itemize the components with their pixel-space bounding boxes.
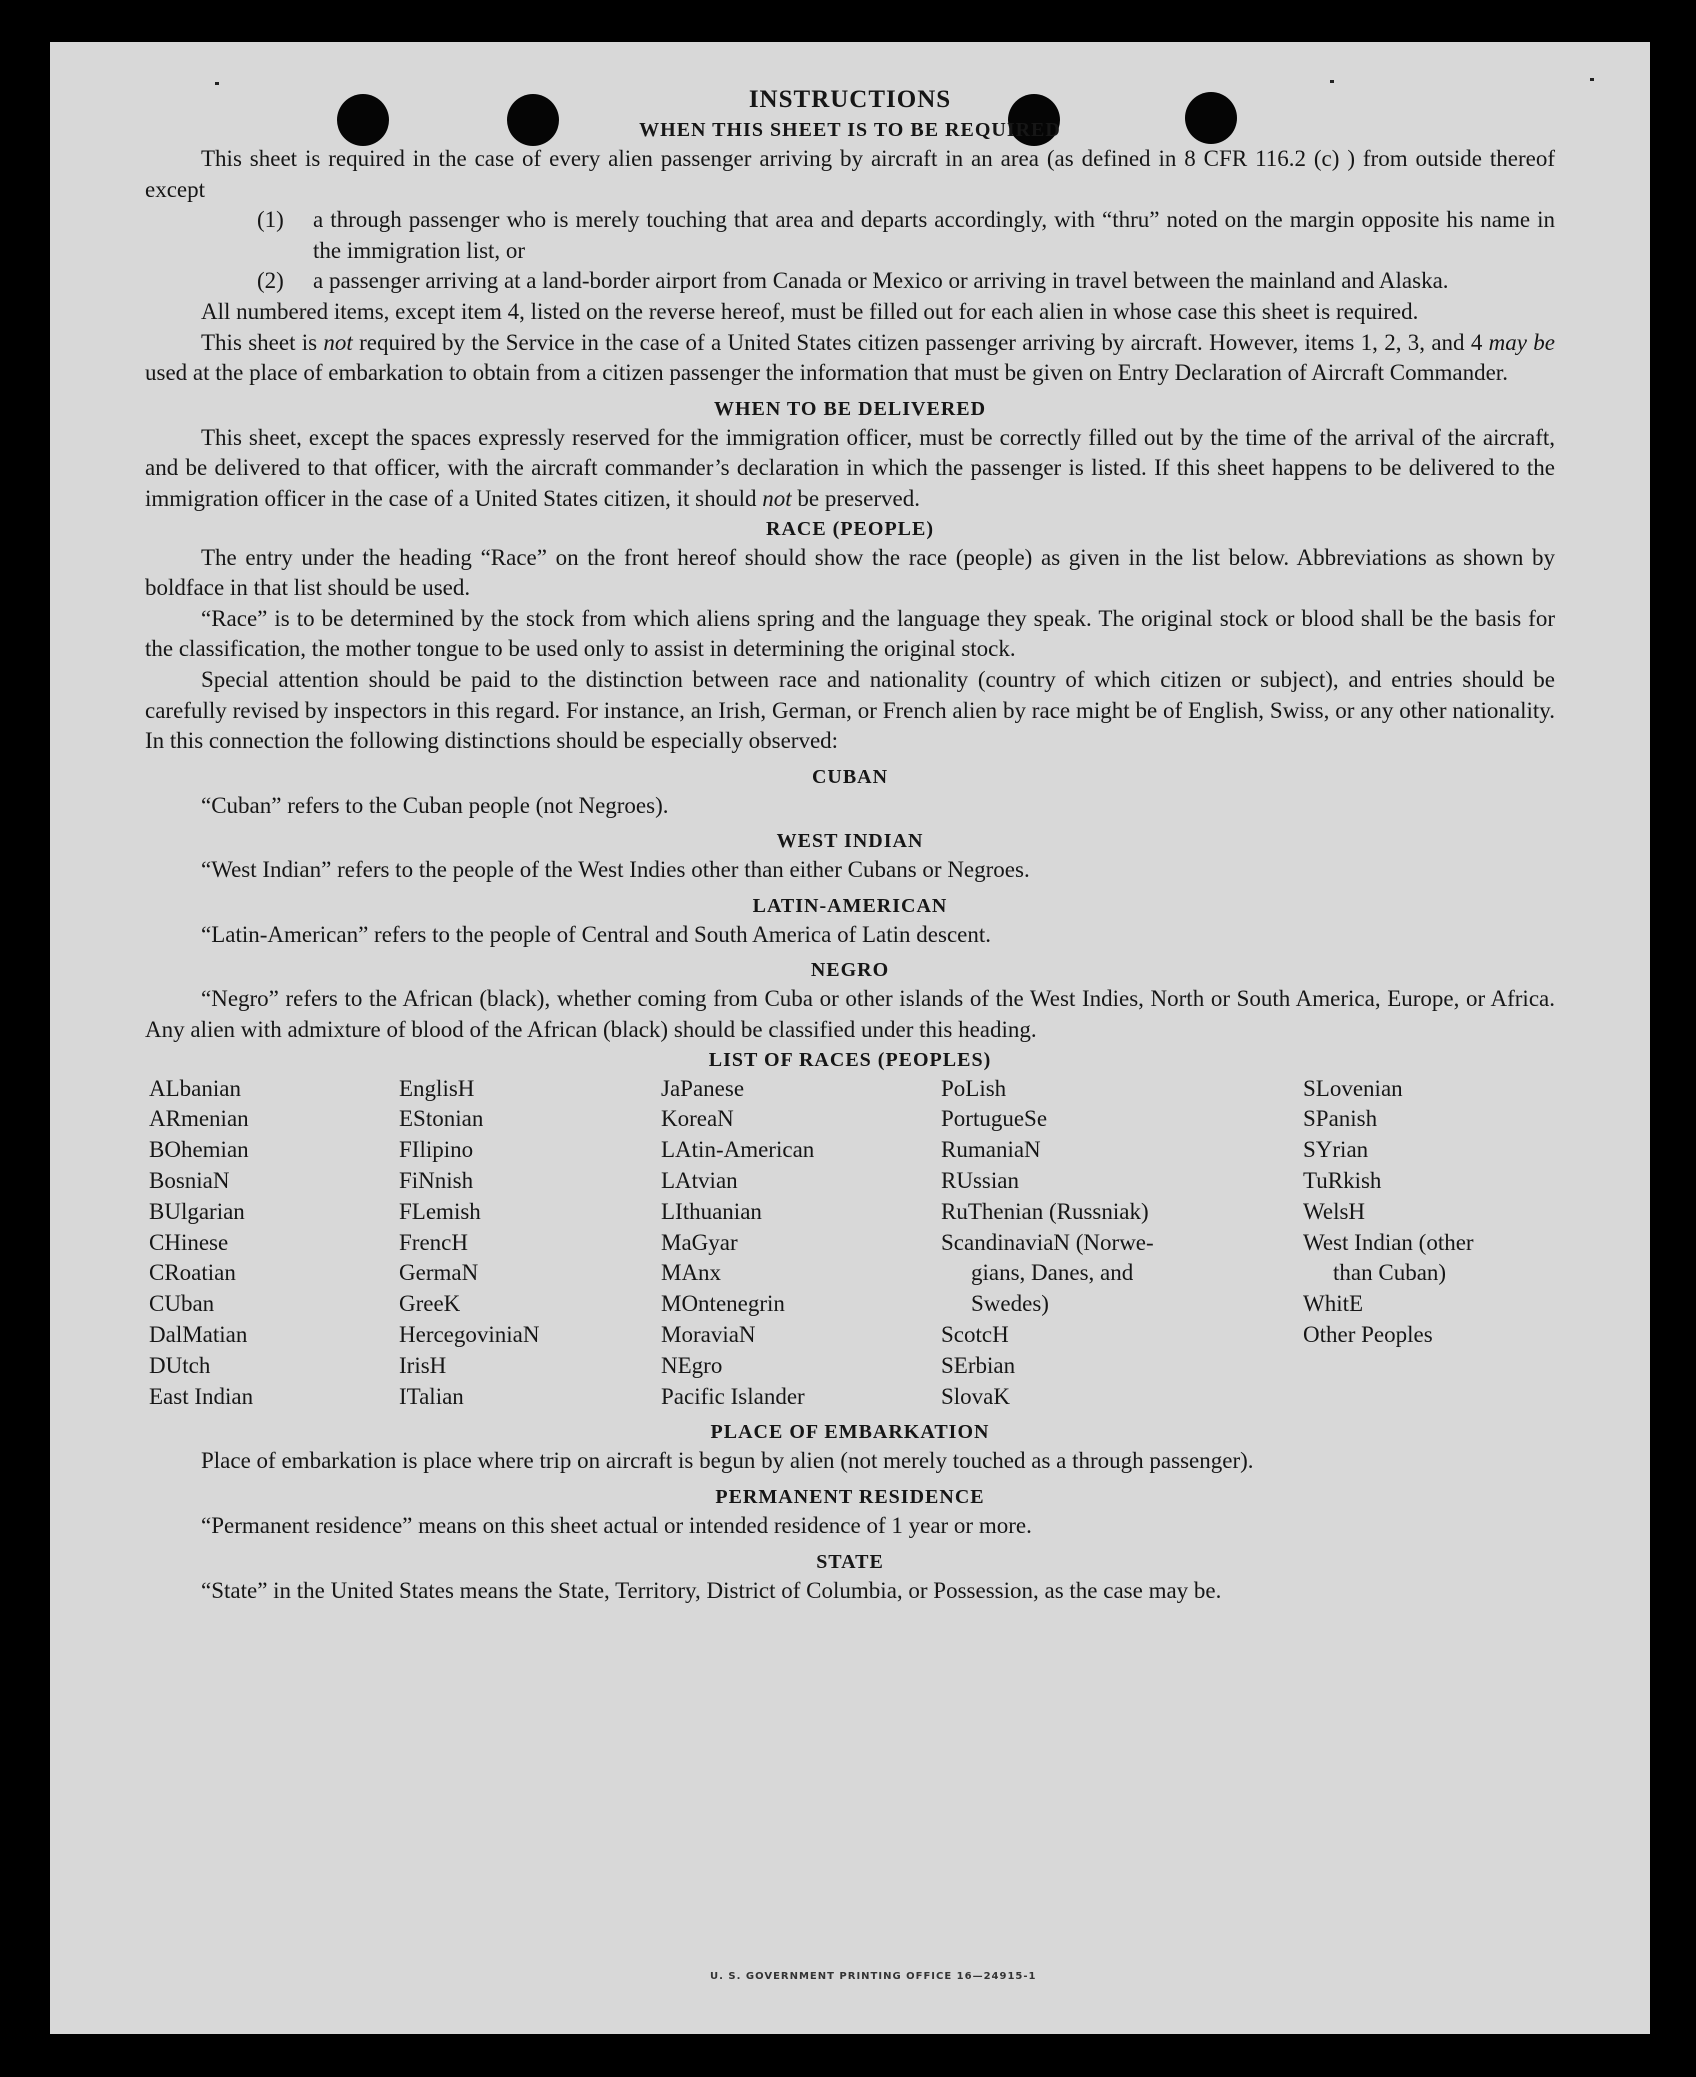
race-entry: LAtin-American <box>661 1137 815 1163</box>
race-entry: MaGyar <box>661 1229 738 1255</box>
race-entry: BOhemian <box>149 1137 249 1163</box>
race-entry: SYrian <box>1303 1137 1369 1163</box>
race-entry: LAtvian <box>661 1168 738 1194</box>
section-heading: WEST INDIAN <box>776 830 924 853</box>
item-number: (1) <box>257 207 284 233</box>
races-column <box>661 1074 941 1413</box>
paragraph: The entry under the heading “Race” on the front hereof should show the race (people) as given in the list below. Abbreviations as shown by boldface in that list should be used. <box>145 544 1555 601</box>
section-heading: RACE (PEOPLE) <box>766 517 934 540</box>
paragraph: “West Indian” refers to the people of the West Indies other than either Cubans or Negroes. <box>201 857 1030 883</box>
race-entry: MoraviaN <box>661 1322 756 1348</box>
race-entry: GermaN <box>399 1260 479 1286</box>
race-entry: MAnx <box>661 1260 722 1286</box>
race-entry: LIthuanian <box>661 1198 762 1224</box>
race-entry: RUssian <box>941 1168 1019 1194</box>
races-list <box>149 1074 1555 1413</box>
race-entry: Pacific Islander <box>661 1383 805 1409</box>
race-entry: KoreaN <box>661 1106 734 1132</box>
race-entry: Other Peoples <box>1303 1322 1433 1348</box>
race-entry: DalMatian <box>149 1322 248 1348</box>
race-entry: SLovenian <box>1303 1075 1403 1101</box>
race-entry: gians, Danes, and <box>971 1260 1134 1286</box>
race-entry: ScandinaviaN (Norwe- <box>941 1229 1154 1255</box>
race-entry: EStonian <box>399 1106 484 1132</box>
item-number: (2) <box>257 268 284 294</box>
speck <box>1590 78 1594 81</box>
printer-imprint: U. S. GOVERNMENT PRINTING OFFICE 16—24915-1 <box>710 1971 1037 1982</box>
race-entry: RuThenian (Russniak) <box>941 1198 1149 1224</box>
list-item <box>257 205 1555 266</box>
races-column <box>1303 1074 1553 1413</box>
race-entry: GreeK <box>399 1291 461 1317</box>
paragraph: All numbered items, except item 4, listed on the reverse hereof, must be filled out for each alien in whose case this sheet is required. <box>201 298 1419 324</box>
section-heading: PERMANENT RESIDENCE <box>715 1486 985 1509</box>
section-heading: WHEN THIS SHEET IS TO BE REQUIRED <box>639 119 1061 141</box>
paragraph: “Permanent residence” means on this sheet actual or intended residence of 1 year or more. <box>201 1513 1032 1539</box>
race-entry: PortugueSe <box>941 1106 1048 1132</box>
race-entry: NEgro <box>661 1352 723 1378</box>
race-entry: SErbian <box>941 1352 1016 1378</box>
page-title: INSTRUCTIONS <box>748 86 952 113</box>
section-heading: LIST OF RACES (PEOPLES) <box>708 1048 992 1071</box>
race-entry: ScotcH <box>941 1322 1009 1348</box>
document-page <box>50 42 1650 2034</box>
race-entry: Swedes) <box>971 1291 1049 1317</box>
races-column <box>941 1074 1303 1413</box>
paragraph: This sheet is not required by the Service in the case of a United States citizen passenger arriving by aircraft. However, items 1, 2, 3, and 4 may be used at the place of embarkation to obtain from a citizen passenger the information that must be given on Entry Declaration of Aircraft Commander. <box>145 329 1556 386</box>
paragraph: Place of embarkation is place where trip on aircraft is begun by alien (not merely touched as a through passenger). <box>201 1448 1254 1474</box>
item-text: a passenger arriving at a land-border airport from Canada or Mexico or arriving in travel between the mainland and Alaska. <box>313 268 1449 294</box>
paragraph: This sheet is required in the case of every alien passenger arriving by aircraft in an area (as defined in 8 CFR 116.2 (c) ) from outside thereof except <box>145 146 1555 202</box>
paragraph: Special attention should be paid to the distinction between race and nationality (country of which citizen or subject), and entries should be carefully revised by inspectors in this regard. For instance, an Irish, German, or French alien by race might be of English, Swiss, or any other nationality. In this connection the following distinctions should be especially observed: <box>145 666 1555 754</box>
races-column <box>399 1074 661 1413</box>
race-entry: West Indian (other <box>1303 1229 1474 1255</box>
section-heading: STATE <box>816 1550 884 1573</box>
race-entry: East Indian <box>149 1383 254 1409</box>
race-entry: FIlipino <box>399 1137 474 1163</box>
race-entry: RumaniaN <box>941 1137 1041 1163</box>
races-column <box>149 1074 399 1413</box>
race-entry: EnglisH <box>399 1075 475 1101</box>
race-entry: FLemish <box>399 1198 481 1224</box>
paragraph: “Race” is to be determined by the stock from which aliens spring and the language they speak. The original stock or blood shall be the basis for the classification, the mother tongue to be used only to assist in determining the original stock. <box>145 605 1555 662</box>
race-entry: WelsH <box>1303 1198 1366 1224</box>
race-entry: DUtch <box>149 1352 211 1378</box>
section-heading: WHEN TO BE DELIVERED <box>713 397 987 420</box>
race-entry: ARmenian <box>149 1106 249 1132</box>
race-entry: ITalian <box>399 1383 464 1409</box>
race-entry: ALbanian <box>149 1075 241 1101</box>
speck <box>1330 80 1334 83</box>
race-entry: HercegoviniaN <box>399 1322 540 1348</box>
paragraph: “Latin-American” refers to the people of Central and South America of Latin descent. <box>201 921 991 947</box>
race-entry: JaPanese <box>661 1075 745 1101</box>
race-entry: SlovaK <box>941 1383 1010 1409</box>
race-entry: than Cuban) <box>1333 1260 1447 1286</box>
paragraph: “State” in the United States means the State, Territory, District of Columbia, or Possession, as the case may be. <box>201 1577 1222 1603</box>
section-heading: PLACE OF EMBARKATION <box>710 1421 990 1444</box>
race-entry: PoLish <box>941 1075 1007 1101</box>
section-heading: NEGRO <box>810 959 890 982</box>
race-entry: TuRkish <box>1303 1168 1382 1194</box>
race-entry: BUlgarian <box>149 1198 245 1224</box>
race-entry: SPanish <box>1303 1106 1378 1132</box>
item-text: a through passenger who is merely touching that area and departs accordingly, with “thru” noted on the margin opposite his name in the immigration list, or <box>313 207 1555 263</box>
section-heading: CUBAN <box>811 765 889 788</box>
section-heading: LATIN-AMERICAN <box>752 894 948 917</box>
race-entry: WhitE <box>1303 1291 1364 1317</box>
list-item <box>257 266 1555 297</box>
race-entry: CUban <box>149 1291 215 1317</box>
race-entry: BosniaN <box>149 1168 230 1194</box>
paragraph: “Negro” refers to the African (black), whether coming from Cuba or other islands of the West Indies, North or South America, Europe, or Africa. Any alien with admixture of blood of the African (black) should be classified under this heading. <box>145 986 1555 1043</box>
instructions-text <box>145 84 1555 1606</box>
race-entry: CRoatian <box>149 1260 236 1286</box>
race-entry: FiNnish <box>399 1168 474 1194</box>
race-entry: IrisH <box>399 1352 447 1378</box>
race-entry: CHinese <box>149 1229 229 1255</box>
race-entry: MOntenegrin <box>661 1291 785 1317</box>
paragraph: This sheet, except the spaces expressly reserved for the immigration officer, must be correctly filled out by the time of the arrival of the aircraft, and be delivered to that officer, with the aircraft commander’s declaration in which the passenger is listed. If this sheet happens to be delivered to the immigration officer in the case of a United States citizen, it should not be preserved. <box>145 424 1555 511</box>
race-entry: FrencH <box>399 1229 468 1255</box>
paragraph: “Cuban” refers to the Cuban people (not Negroes). <box>201 792 669 818</box>
